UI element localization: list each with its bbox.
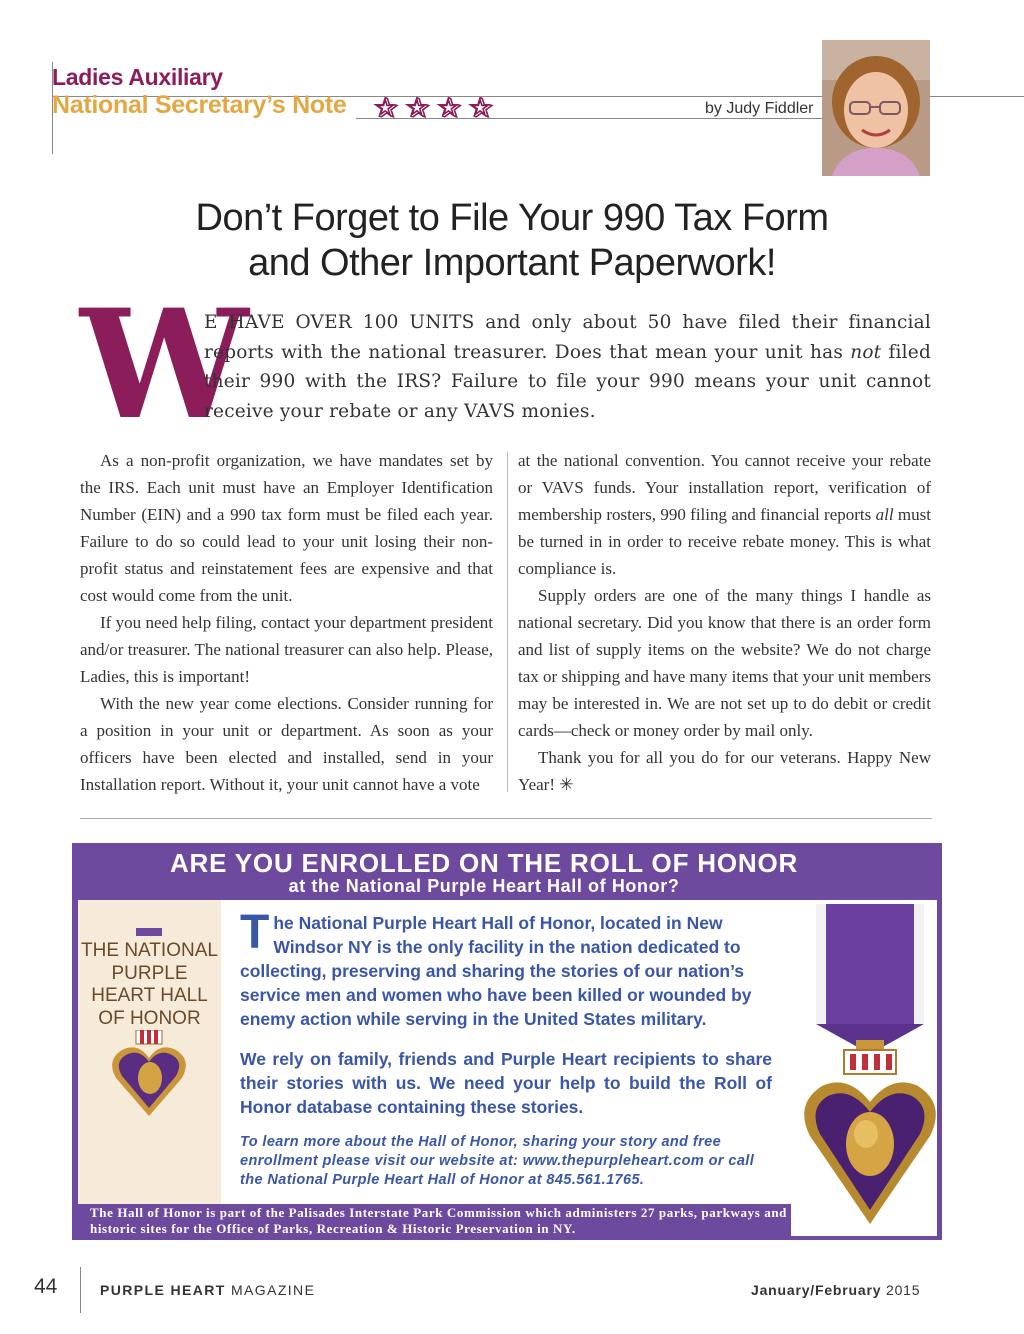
hall-of-honor-logo-text: THE NATIONAL PURPLE HEART HALL OF HONOR	[81, 940, 218, 1029]
lead-paragraph	[204, 308, 931, 426]
column-divider	[507, 452, 508, 792]
body-emphasis: all	[875, 505, 894, 524]
author-photo	[822, 40, 930, 176]
footer-divider	[80, 1267, 81, 1313]
section-title: National Secretary’s Note	[52, 91, 347, 119]
drop-cap: W	[80, 277, 249, 453]
star-icon: ✰	[375, 93, 398, 124]
purple-heart-logo-icon	[110, 1030, 188, 1120]
body-paragraph: Thank you for all you do for our veterans. Happy New Year! ✳	[518, 748, 931, 794]
magazine-name-bold: PURPLE HEART	[100, 1282, 226, 1298]
issue-date-bold: January/February	[751, 1282, 882, 1298]
byline: by Judy Fiddler	[705, 100, 814, 117]
magazine-name	[100, 1282, 315, 1298]
body-paragraph: As a non-profit organization, we have mandates set by the IRS. Each unit must have an Employer Identification Number (EIN) and a 990 tax form must be filed each year. Failure to do so could lead to your unit losing their non-profit status and reinstatement fees are expensive and that cost would come from the unit.	[80, 451, 493, 605]
body-text: must be turned in in order to receive rebate money. This is what compliance is.	[518, 505, 931, 578]
ad-paragraph-request: We rely on family, friends and Purple Heart recipients to share their stories with us. We need your help to build the Roll of Honor database containing these stories.	[240, 1049, 772, 1117]
body-paragraph: With the new year come elections. Consider running for a position in your unit or department. As soon as your officers have been elected and installed, send in your Installation report. Without it, your unit cannot have a vote	[80, 694, 493, 794]
star-row	[375, 95, 493, 122]
ad-intro-text: he National Purple Heart Hall of Honor, located in New Windsor NY is the only facility in the nation dedicated to collecting, preserving and sharing the stories of our nation’s service men and women who have been killed or wounded by enemy action while serving in the United States military.	[240, 913, 752, 1029]
body-paragraph: If you need help filing, contact your department president and/or treasurer. The national treasurer can also help. Please, Ladies, this is important!	[80, 613, 493, 686]
ad-subheading: at the National Purple Heart Hall of Honor?	[288, 876, 680, 896]
headline-line: and Other Important Paperwork!	[248, 242, 776, 284]
star-icon: ✰	[469, 93, 493, 124]
body-column-right	[518, 447, 931, 798]
headline-line: Don’t Forget to File Your 990 Tax Form	[195, 197, 829, 239]
ad-footer-note: The Hall of Honor is part of the Palisades Interstate Park Commission which administers 27 parks, parkways and historic sites for the Office of Parks, Recreation & Historic Preservation in NY.	[90, 1205, 788, 1236]
ad-paragraph-contact: To learn more about the Hall of Honor, sharing your story and free enrollment please visit our website at: www.thepurpleheart.com or call the National Purple Heart Hall of Honor at 845.561.1765.	[240, 1134, 755, 1188]
body-paragraph: Supply orders are one of the many things I handle as national secretary. Did you know that there is an order form and list of supply items on the website? We do not charge tax or shipping and have many items that your unit members may be interested in. We are not set up to do debit or credit cards—check or money order by mail only.	[518, 586, 931, 740]
issue-date	[751, 1282, 920, 1298]
logo-ribbon-mark	[136, 928, 162, 936]
article-headline	[120, 196, 904, 286]
section-rule	[80, 818, 932, 819]
section-kicker: Ladies Auxiliary	[52, 64, 223, 90]
header-rule-right	[930, 96, 1024, 97]
star-icon: ✰	[406, 93, 430, 124]
purple-heart-medal-icon	[800, 904, 940, 1234]
lead-emphasis: not	[850, 341, 882, 363]
magazine-name-rest: MAGAZINE	[225, 1282, 316, 1298]
body-column-left	[80, 447, 493, 798]
body-text: at the national convention. You cannot receive your rebate or VAVS funds. Your installation report, verification of membership rosters, 990 filing and financial reports	[518, 451, 931, 524]
ad-paragraph-intro	[240, 906, 772, 1031]
body-paragraph	[518, 447, 931, 582]
issue-date-year: 2015	[881, 1282, 921, 1298]
lead-text: filed their 990 with the IRS? Failure to file your 990 means your unit cannot receive your rebate or any VAVS monies.	[204, 341, 931, 422]
star-icon: ✰	[438, 93, 461, 124]
ad-drop-cap: T	[240, 906, 270, 959]
lead-text: E HAVE OVER 100 UNITS and only about 50 have filed their financial reports with the national treasurer. Does that mean your unit has	[204, 312, 931, 363]
ad-heading: ARE YOU ENROLLED ON THE ROLL OF HONOR	[169, 848, 799, 878]
page-number: 44	[34, 1275, 58, 1298]
